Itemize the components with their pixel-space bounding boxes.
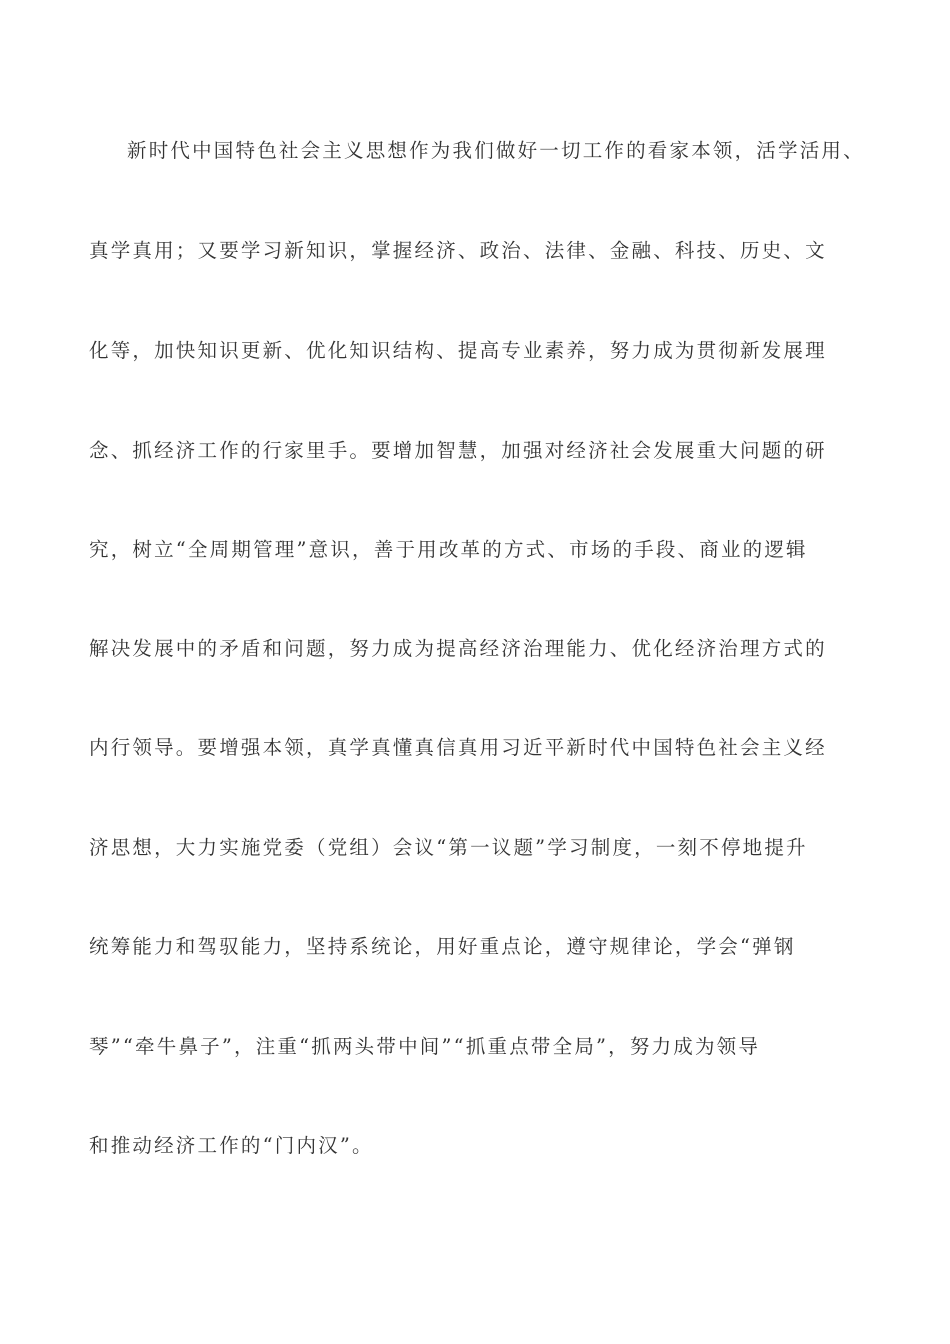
paragraph-line-2: 真学真用；又要学习新知识，掌握经济、政治、法律、金融、科技、历史、文 <box>89 239 827 262</box>
paragraph-line-8: 济思想，大力实施党委（党组）会议“第一议题”学习制度，一刻不停地提升 <box>89 836 808 859</box>
paragraph-line-11: 和推动经济工作的“门内汉”。 <box>89 1134 374 1157</box>
paragraph-line-7: 内行领导。要增强本领，真学真懂真信真用习近平新时代中国特色社会主义经 <box>89 736 827 759</box>
paragraph-line-3: 化等，加快知识更新、优化知识结构、提高专业素养，努力成为贯彻新发展理 <box>89 339 827 362</box>
paragraph-line-1: 新时代中国特色社会主义思想作为我们做好一切工作的看家本领，活学活用、 <box>127 139 865 162</box>
paragraph-line-9: 统筹能力和驾驭能力，坚持系统论，用好重点论，遵守规律论，学会“弹钢 <box>89 935 796 958</box>
paragraph-line-4: 念、抓经济工作的行家里手。要增加智慧，加强对经济社会发展重大问题的研 <box>89 439 827 462</box>
paragraph-line-10: 琴”“牵牛鼻子”，注重“抓两头带中间”“抓重点带全局”，努力成为领导 <box>89 1035 761 1058</box>
paragraph-line-5: 究，树立“全周期管理”意识，善于用改革的方式、市场的手段、商业的逻辑 <box>89 538 808 561</box>
paragraph-line-6: 解决发展中的矛盾和问题，努力成为提高经济治理能力、优化经济治理方式的 <box>89 637 827 660</box>
